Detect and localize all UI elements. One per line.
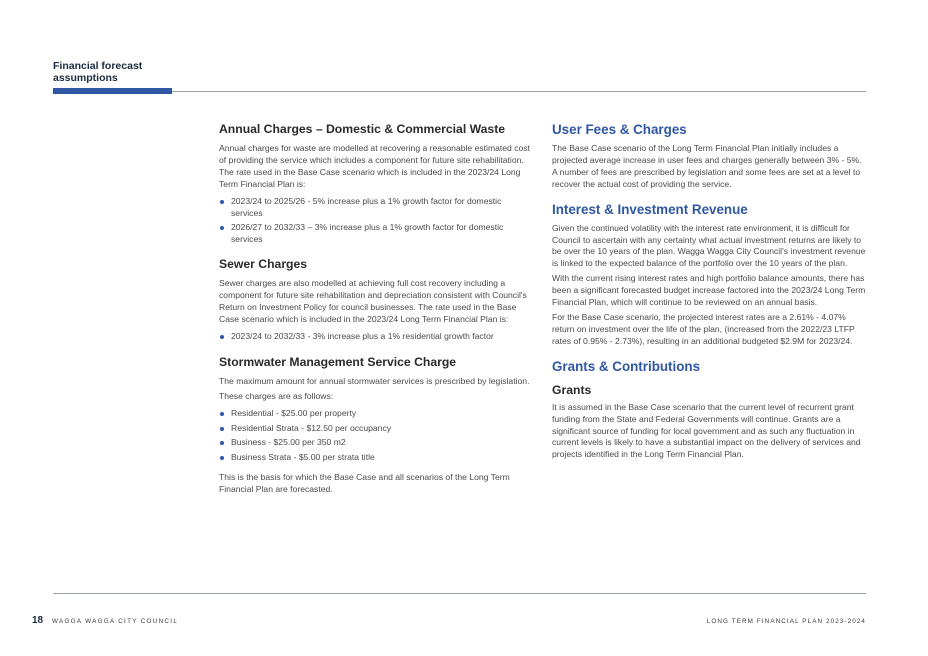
list-item: 2023/24 to 2025/26 - 5% increase plus a 1% growth factor for domestic services xyxy=(219,196,535,220)
interest-heading: Interest & Investment Revenue xyxy=(552,201,748,217)
grants-heading: Grants & Contributions xyxy=(552,358,701,374)
grants-body: It is assumed in the Base Case scenario that the current level of recurrent grant funding from the State and Federal Governments will continue. Grants are a significant source of funding for local government and as such any fluctuation in current levels is likely to have a substantial impact on the delivery of services and projects identified in the Long Term Financial Plan. xyxy=(552,401,861,460)
interest-body-2: With the current rising interest rates and high portfolio balance amounts, there has been a significant forecasted budget increase factored into the 2023/24 Long Term Financial Plan, which will continue to be reviewed on an annual basis. xyxy=(552,273,866,308)
grants-subheading: Grants xyxy=(552,382,592,397)
stormwater-list xyxy=(219,408,535,465)
footer-divider xyxy=(53,593,866,594)
bullet-icon xyxy=(220,226,224,230)
bullet-icon xyxy=(220,441,224,445)
stormwater-body: The maximum amount for annual stormwater services is prescribed by legislation. xyxy=(219,375,530,386)
user-fees-heading: User Fees & Charges xyxy=(552,122,687,137)
sewer-charges-list xyxy=(219,331,535,343)
list-item: Residential Strata - $12.50 per occupancy xyxy=(219,423,535,435)
list-item: 2026/27 to 2032/33 – 3% increase plus a 1% growth factor for domestic services xyxy=(219,222,535,246)
stormwater-body-2: These charges are as follows: xyxy=(219,390,334,401)
bullet-icon xyxy=(220,456,224,460)
bullet-icon xyxy=(220,200,224,204)
list-item: Business - $25.00 per 350 m2 xyxy=(219,437,535,449)
sewer-charges-heading: Sewer Charges xyxy=(219,257,308,272)
user-fees-body: The Base Case scenario of the Long Term Financial Plan initially includes a projected average increase in user fees and charges generally between 3% - 5%. A number of fees are prescribed by legislation and some fees are set at a level to recover the actual cost of providing the service. xyxy=(552,143,862,189)
footer-document-title: LONG TERM FINANCIAL PLAN 2023-2024 xyxy=(706,618,866,625)
annual-charges-list xyxy=(219,196,535,247)
list-item: Business Strata - $5.00 per strata title xyxy=(219,452,535,464)
sewer-charges-body: Sewer charges are also modelled at achieving full cost recovery including a component for future site rehabilitation and depreciation consistent with Council's Return on Investment Policy for council businesses. The rate used in the Base Case scenario which is included in the 2023/24 Long Term Financial Plan is: xyxy=(219,278,527,324)
list-item: 2023/24 to 2032/33 - 3% increase plus a 1% residential growth factor xyxy=(219,331,535,343)
section-title: Financial forecast assumptions xyxy=(53,60,143,84)
stormwater-heading: Stormwater Management Service Charge xyxy=(219,354,457,369)
bullet-icon xyxy=(220,412,224,416)
header-divider xyxy=(53,91,866,92)
page-number: 18 xyxy=(32,615,44,626)
header-accent-bar xyxy=(53,88,172,94)
stormwater-closing: This is the basis for which the Base Case and all scenarios of the Long Term Financial Plan are forecasted. xyxy=(219,472,510,495)
annual-charges-heading: Annual Charges – Domestic & Commercial Waste xyxy=(219,122,506,136)
interest-body-1: Given the continued volatility with the interest rate environment, it is difficult for Council to ascertain with any certainty what actual investment returns are likely to be over the 10 years of the plan. Wagga Wagga City Council's investment revenue is linked to the expected balance of the portfolio over the 10 years of the plan. xyxy=(552,222,866,269)
list-item: Residential - $25.00 per property xyxy=(219,408,535,420)
bullet-icon xyxy=(220,427,224,431)
left-column xyxy=(219,121,535,496)
interest-body-3: For the Base Case scenario, the projected interest rates are a 2.61% - 4.07% return on investment over the life of the plan, (increased from the 2022/23 LTFP rates of 0.95% - 2.73%), resulting in an additional budgeted $2.9M for 2023/24. xyxy=(552,311,855,346)
right-column xyxy=(552,121,866,461)
footer-organisation: WAGGA WAGGA CITY COUNCIL xyxy=(52,618,179,625)
bullet-icon xyxy=(220,335,224,339)
annual-charges-body: Annual charges for waste are modelled at recovering a reasonable estimated cost of providing the service which includes a component for future site rehabilitation. The rate used in the Base Case scenario which is included in the 2023/24 Long Term Financial Plan is: xyxy=(219,143,530,189)
